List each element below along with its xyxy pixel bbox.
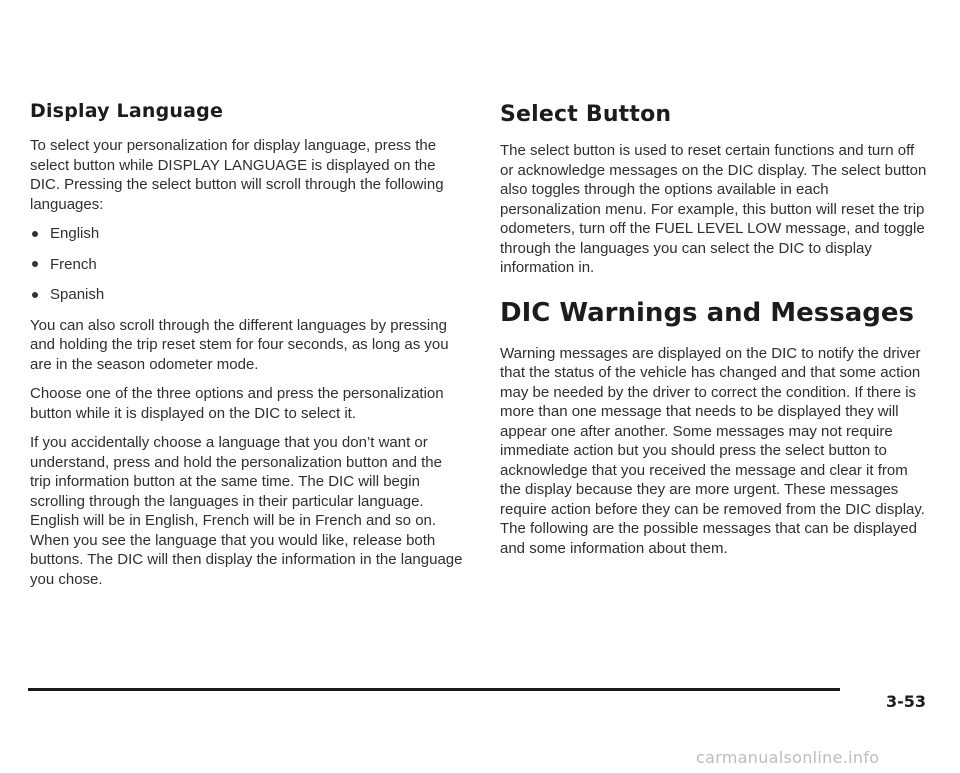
- bullet-icon: [32, 292, 38, 298]
- dic-warnings-paragraph: Warning messages are displayed on the DIC to notify the driver that the status of the vehicle has changed and that some action may be needed by the driver to correct the condition. If there is more than one message that needs to be displayed they will appear one after another. Some messages may not require immediate action but you should press the select button to acknowledge that you received the message and clear it from the display because they are more urgent. These messages require action before they can be removed from the DIC display. The following are the possible messages that can be displayed and some information about them.: [500, 344, 925, 557]
- watermark: carmanualsonline.info: [696, 748, 880, 767]
- footer-rule: [28, 688, 840, 691]
- language-label: French: [50, 255, 97, 273]
- language-label: English: [50, 225, 100, 242]
- dic-warnings-heading: DIC Warnings and Messages: [500, 297, 915, 328]
- language-list: [30, 224, 465, 305]
- bullet-icon: [32, 261, 38, 267]
- right-column: [500, 102, 930, 568]
- list-item: [30, 255, 465, 275]
- list-item: [30, 224, 465, 244]
- left-column: [30, 100, 465, 599]
- choose-option-paragraph: Choose one of the three options and press the personalization button while it is displayed on the DIC to select it.: [30, 385, 444, 422]
- bullet-icon: [32, 231, 38, 237]
- display-language-intro: To select your personalization for display language, press the select button while DISPLAY LANGUAGE is displayed on the DIC. Pressing the select button will scroll through the following languages:: [30, 137, 444, 213]
- list-item: [30, 285, 465, 305]
- select-button-paragraph: The select button is used to reset certain functions and turn off or acknowledge messages on the DIC display. The select button also toggles through the options available in each personalization menu. For example, this button will reset the trip odometers, turn off the FUEL LEVEL LOW message, and toggle through the languages you can select the DIC to display information in.: [500, 142, 927, 276]
- select-button-heading: Select Button: [500, 102, 672, 127]
- accidental-language-paragraph: If you accidentally choose a language that you don’t want or understand, press and hold the personalization button and the trip information button at the same time. The DIC will begin scrolling through the languages in their particular language. English will be in English, French will be in French and so on. When you see the language that you would like, release both buttons. The DIC will then display the information in the language you chose.: [30, 434, 463, 588]
- scroll-languages-paragraph: You can also scroll through the different languages by pressing and holding the trip reset stem for four seconds, as long as you are in the season odometer mode.: [30, 316, 449, 373]
- language-label: Spanish: [50, 286, 105, 303]
- page-number: 3-53: [886, 692, 927, 711]
- display-language-heading: Display Language: [30, 100, 224, 122]
